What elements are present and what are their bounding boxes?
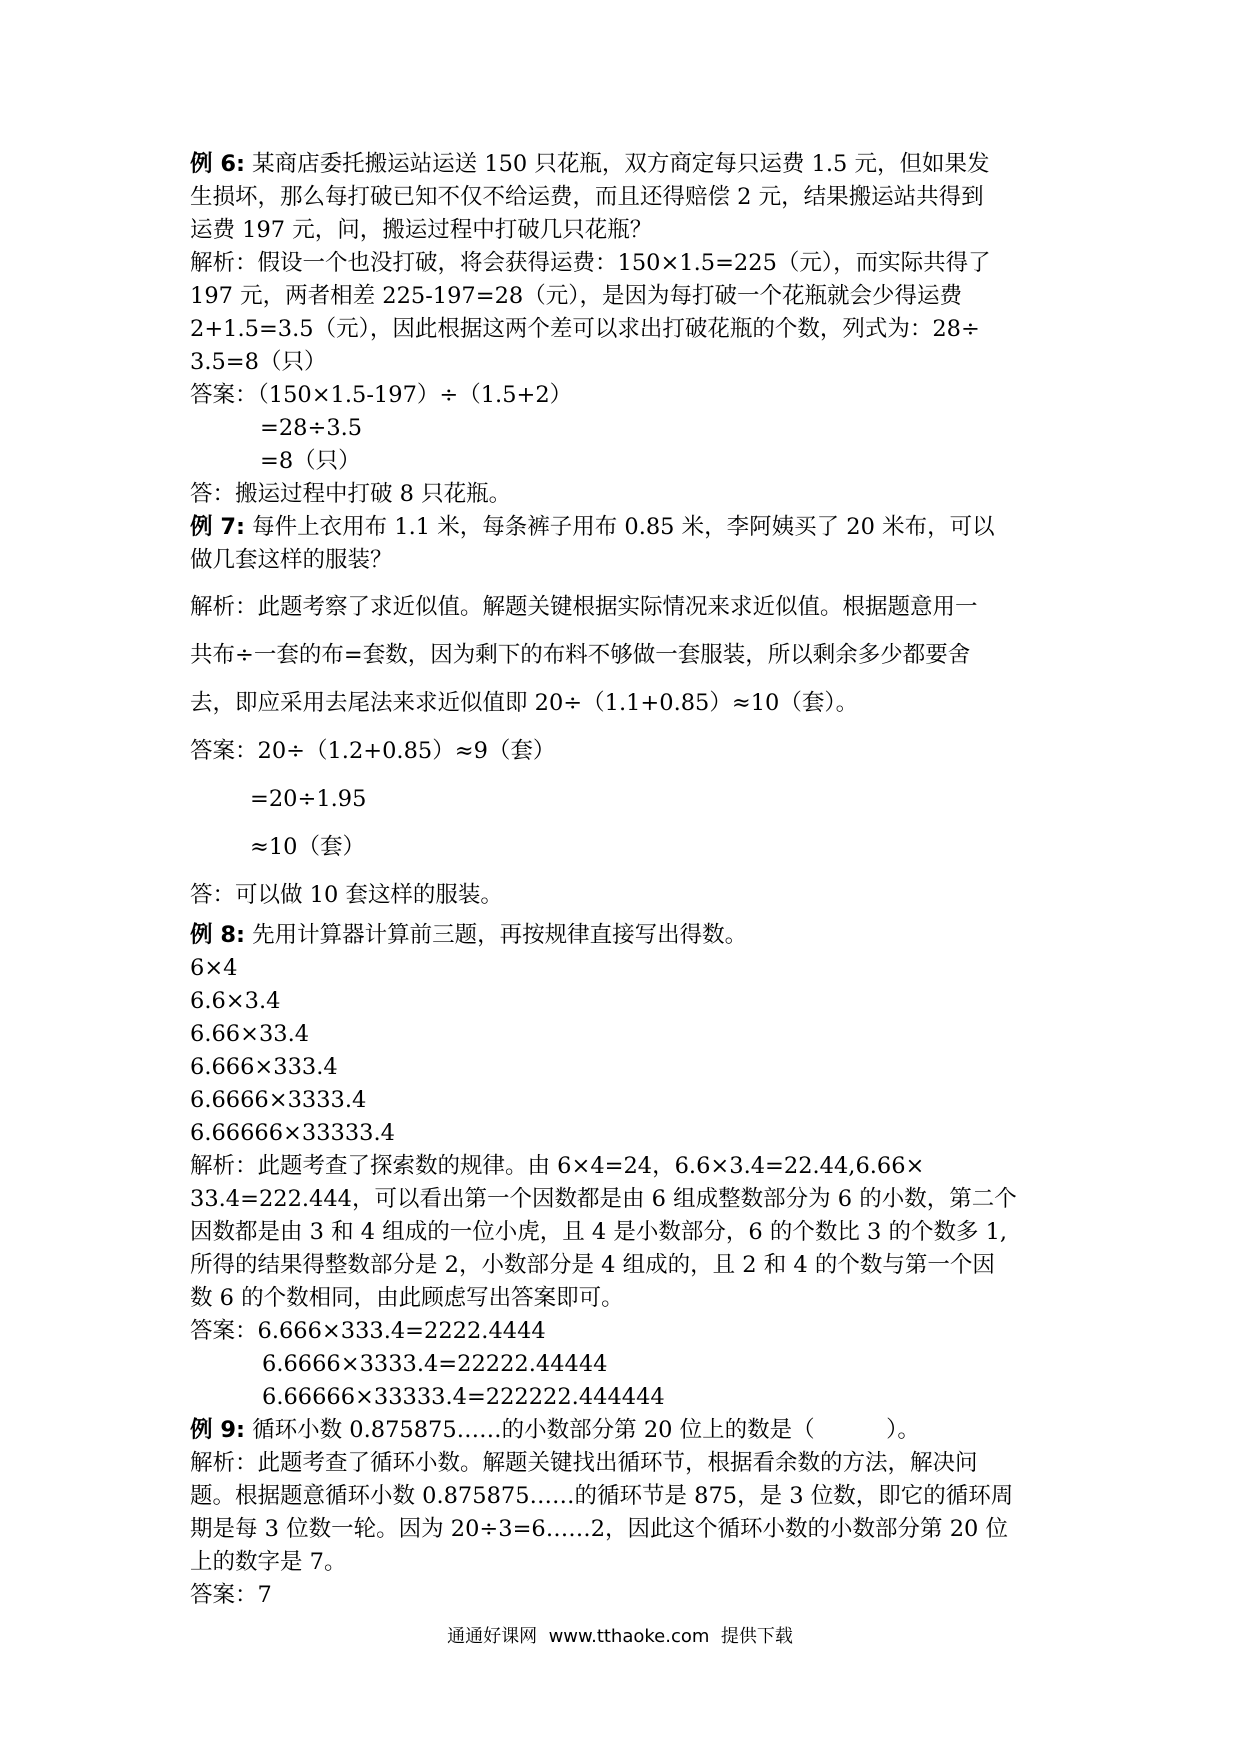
example-8-answer-line-3: 6.66666×33333.4=222222.444444: [262, 1384, 665, 1410]
example-9-label: 例 9:: [190, 1417, 245, 1443]
example-7-question-line: [190, 511, 1070, 544]
example-6-analysis-line-4: 3.5=8（只）: [190, 349, 327, 375]
example-6: [190, 148, 1070, 511]
example-8-item: 6×4: [190, 955, 238, 981]
example-8: [190, 919, 1070, 1414]
example-9-answer: 答案：7: [190, 1582, 272, 1608]
example-8-item: 6.66×33.4: [190, 1021, 310, 1047]
example-7-question-text: 每件上衣用布 1.1 米，每条裤子用布 0.85 米，李阿姨买了 20 米布，可以: [245, 514, 995, 540]
example-8-item: 6.6666×3333.4: [190, 1087, 367, 1113]
example-9: [190, 1414, 1070, 1612]
example-8-question-text: 先用计算器计算前三题，再按规律直接写出得数。: [245, 922, 748, 948]
example-8-analysis-line-1: 解析：此题考查了探索数的规律。由 6×4=24，6.6×3.4=22.44,6.66×: [190, 1153, 925, 1179]
example-9-question-text: 循环小数 0.875875……的小数部分第 20 位上的数是（ ）。: [245, 1417, 920, 1443]
example-8-analysis-line-4: 所得的结果得整数部分是 2，小数部分是 4 组成的，且 2 和 4 的个数与第一个因: [190, 1252, 995, 1278]
example-8-label: 例 8:: [190, 922, 245, 948]
example-8-analysis-line-5: 数 6 的个数相同，由此顾虑写出答案即可。: [190, 1285, 624, 1311]
example-8-answer-line-1: 答案：6.666×333.4=2222.4444: [190, 1318, 546, 1344]
example-8-item: 6.666×333.4: [190, 1054, 338, 1080]
document-body: [190, 148, 1070, 1612]
example-7-answer-line-2: =20÷1.95: [250, 786, 367, 812]
example-6-analysis-line-3: 2+1.5=3.5（元），因此根据这两个差可以求出打破花瓶的个数，列式为：28÷: [190, 316, 980, 342]
example-7: [190, 511, 1070, 919]
example-6-analysis-line-1: 解析：假设一个也没打破，将会获得运费：150×1.5=225（元），而实际共得了: [190, 250, 991, 276]
example-7-label: 例 7:: [190, 514, 245, 540]
example-7-answer-line-3: ≈10（套）: [250, 834, 365, 860]
example-6-question-line-3: 运费 197 元，问，搬运过程中打破几只花瓶？: [190, 217, 653, 243]
example-9-question-line: [190, 1414, 1070, 1447]
example-7-analysis-line-2: 共布÷一套的布=套数，因为剩下的布料不够做一套服装，所以剩余多少都要舍: [190, 642, 971, 668]
example-9-analysis-line-1: 解析：此题考查了循环小数。解题关键找出循环节，根据看余数的方法，解决问: [190, 1450, 978, 1476]
example-7-final-answer: 答：可以做 10 套这样的服装。: [190, 882, 503, 908]
example-6-analysis-line-2: 197 元，两者相差 225-197=28（元），是因为每打破一个花瓶就会少得运费: [190, 283, 962, 309]
example-7-question-line-2: 做几套这样的服装？: [190, 547, 393, 573]
example-9-analysis-line-4: 上的数字是 7。: [190, 1549, 347, 1575]
example-7-analysis-line-1: 解析：此题考察了求近似值。解题关键根据实际情况来求近似值。根据题意用一: [190, 594, 978, 620]
example-7-answer-line-1: 答案：20÷（1.2+0.85）≈9（套）: [190, 738, 556, 764]
example-6-answer-line-3: =8（只）: [260, 448, 361, 474]
example-7-analysis-line-3: 去，即应采用去尾法来求近似值即 20÷（1.1+0.85）≈10（套）。: [190, 690, 859, 716]
footer-source: 通通好课网 www.tthaoke.com 提供下载: [447, 1626, 793, 1647]
example-9-analysis-line-3: 期是每 3 位数一轮。因为 20÷3=6……2，因此这个循环小数的小数部分第 20 位: [190, 1516, 1008, 1542]
example-8-item: 6.6×3.4: [190, 988, 281, 1014]
example-8-analysis-line-3: 因数都是由 3 和 4 组成的一位小虎，且 4 是小数部分，6 的个数比 3 的个数多 1,: [190, 1219, 1008, 1245]
example-6-answer-line-1: 答案：（150×1.5-197）÷（1.5+2）: [190, 382, 573, 408]
example-6-question-line: [190, 148, 1070, 181]
example-6-question-text: 某商店委托搬运站运送 150 只花瓶，双方商定每只运费 1.5 元，但如果发: [245, 151, 990, 177]
example-6-question-line-2: 生损坏，那么每打破已知不仅不给运费，而且还得赔偿 2 元，结果搬运站共得到: [190, 184, 984, 210]
example-8-answer-line-2: 6.6666×3333.4=22222.44444: [262, 1351, 608, 1377]
example-8-analysis-line-2: 33.4=222.444，可以看出第一个因数都是由 6 组成整数部分为 6 的小数，第二个: [190, 1186, 1017, 1212]
example-6-final-answer: 答：搬运过程中打破 8 只花瓶。: [190, 481, 512, 507]
example-6-answer-line-2: =28÷3.5: [260, 415, 363, 441]
example-9-analysis-line-2: 题。根据题意循环小数 0.875875……的循环节是 875，是 3 位数，即它的循环周: [190, 1483, 1014, 1509]
example-6-label: 例 6:: [190, 151, 245, 177]
example-8-question-line: [190, 919, 1070, 952]
example-8-item: 6.66666×33333.4: [190, 1120, 395, 1146]
